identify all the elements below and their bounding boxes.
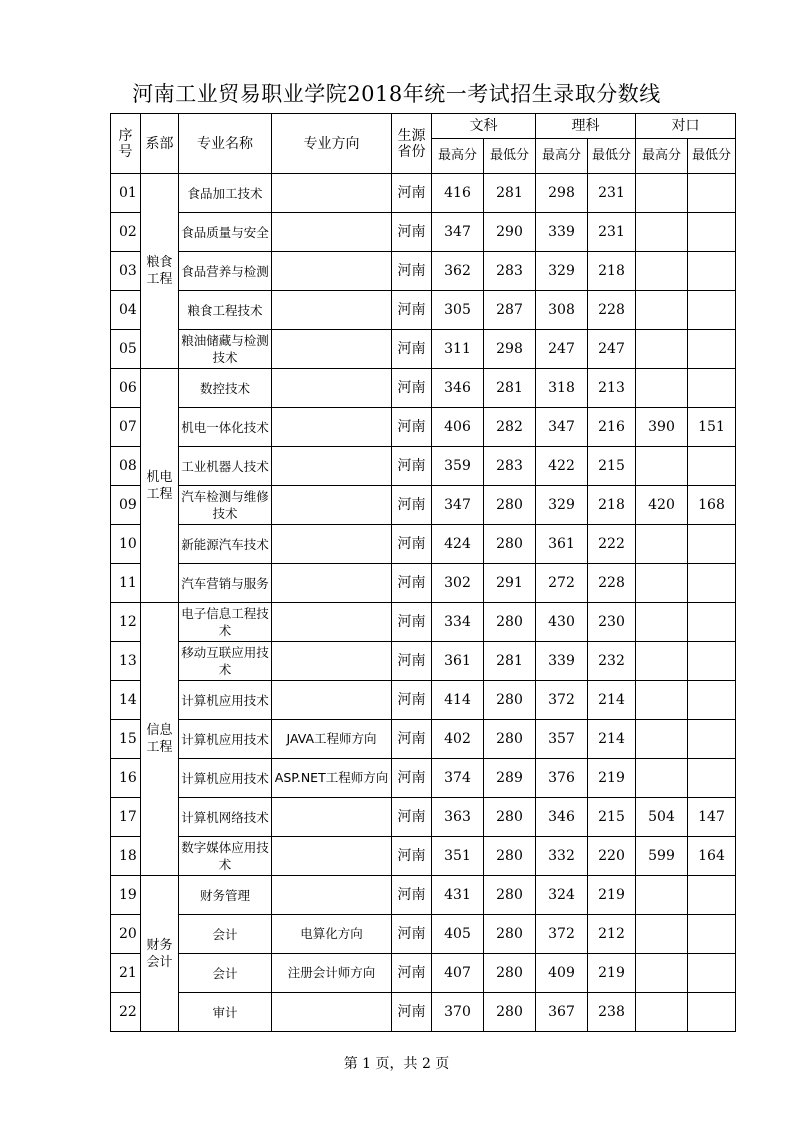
major-name: 移动互联应用技术 [179,642,272,681]
row-seq: 07 [111,408,141,447]
row-seq: 01 [111,174,141,213]
like-min: 228 [588,291,636,330]
table-row [111,252,736,291]
duikou-min: 168 [688,486,736,525]
header-wenke-max: 最高分 [432,139,484,174]
like-min: 238 [588,993,636,1032]
wenke-min: 287 [484,291,536,330]
like-max: 272 [536,564,588,603]
row-seq: 08 [111,447,141,486]
table-row [111,954,736,993]
like-max: 422 [536,447,588,486]
major-name: 粮食工程技术 [179,291,272,330]
duikou-min [688,252,736,291]
like-max: 347 [536,408,588,447]
major-name: 数字媒体应用技术 [179,837,272,876]
province: 河南 [392,564,432,603]
row-seq: 03 [111,252,141,291]
department-cell: 信息工程 [141,603,179,876]
wenke-min: 281 [484,174,536,213]
province: 河南 [392,486,432,525]
major-direction: 电算化方向 [272,915,392,954]
province: 河南 [392,603,432,642]
province: 河南 [392,759,432,798]
like-max: 376 [536,759,588,798]
duikou-min: 164 [688,837,736,876]
table-row [111,564,736,603]
table-row [111,213,736,252]
major-name: 电子信息工程技术 [179,603,272,642]
wenke-min: 289 [484,759,536,798]
wenke-max: 407 [432,954,484,993]
like-max: 247 [536,330,588,369]
duikou-min [688,954,736,993]
wenke-max: 346 [432,369,484,408]
major-name: 新能源汽车技术 [179,525,272,564]
like-min: 215 [588,447,636,486]
wenke-max: 334 [432,603,484,642]
header-direction: 专业方向 [272,114,392,174]
row-seq: 15 [111,720,141,759]
major-direction [272,642,392,681]
like-max: 308 [536,291,588,330]
duikou-min [688,369,736,408]
header-dept: 系部 [141,114,179,174]
province: 河南 [392,720,432,759]
duikou-min [688,174,736,213]
wenke-max: 359 [432,447,484,486]
province: 河南 [392,954,432,993]
province: 河南 [392,291,432,330]
table-row [111,759,736,798]
table-row [111,798,736,837]
duikou-max: 599 [636,837,688,876]
like-min: 222 [588,525,636,564]
wenke-max: 416 [432,174,484,213]
row-seq: 05 [111,330,141,369]
table-row [111,603,736,642]
like-max: 367 [536,993,588,1032]
header-like: 理科 [536,114,636,139]
header-duikou-min: 最低分 [688,139,736,174]
table-row [111,915,736,954]
duikou-max [636,759,688,798]
wenke-max: 431 [432,876,484,915]
province: 河南 [392,642,432,681]
duikou-min [688,720,736,759]
row-seq: 18 [111,837,141,876]
major-direction [272,447,392,486]
duikou-max: 420 [636,486,688,525]
wenke-max: 402 [432,720,484,759]
table-row [111,837,736,876]
page-title: 河南工业贸易职业学院2018年统一考试招生录取分数线 [132,82,661,106]
table-row [111,330,736,369]
duikou-min [688,603,736,642]
duikou-max [636,720,688,759]
duikou-max [636,330,688,369]
duikou-min: 151 [688,408,736,447]
wenke-min: 280 [484,525,536,564]
duikou-max [636,369,688,408]
major-direction [272,837,392,876]
page-footer: 第 1 页，共 2 页 [343,1056,450,1072]
duikou-min [688,291,736,330]
row-seq: 10 [111,525,141,564]
like-max: 318 [536,369,588,408]
major-direction [272,291,392,330]
wenke-max: 361 [432,642,484,681]
major-name: 食品质量与安全 [179,213,272,252]
table-row [111,408,736,447]
major-name: 粮油储藏与检测技术 [179,330,272,369]
duikou-max [636,174,688,213]
major-name: 数控技术 [179,369,272,408]
like-min: 214 [588,681,636,720]
major-name: 机电一体化技术 [179,408,272,447]
major-name: 计算机应用技术 [179,720,272,759]
major-name: 食品营养与检测 [179,252,272,291]
like-min: 214 [588,720,636,759]
header-duikou: 对口 [636,114,736,139]
province: 河南 [392,213,432,252]
major-direction [272,681,392,720]
wenke-min: 280 [484,681,536,720]
table-body [111,174,736,1032]
major-direction [272,252,392,291]
header-like-max: 最高分 [536,139,588,174]
like-min: 219 [588,954,636,993]
like-min: 219 [588,759,636,798]
table-row [111,486,736,525]
major-name: 计算机应用技术 [179,681,272,720]
wenke-min: 281 [484,369,536,408]
header-duikou-max: 最高分 [636,139,688,174]
header-seq: 序号 [111,114,141,174]
admission-score-table [110,113,736,1032]
department-cell: 机电工程 [141,369,179,603]
like-min: 212 [588,915,636,954]
table-row [111,993,736,1032]
major-direction [272,408,392,447]
duikou-max: 390 [636,408,688,447]
duikou-min [688,876,736,915]
major-direction: JAVA工程师方向 [272,720,392,759]
major-name: 计算机应用技术 [179,759,272,798]
wenke-min: 280 [484,954,536,993]
wenke-max: 362 [432,252,484,291]
province: 河南 [392,447,432,486]
wenke-max: 374 [432,759,484,798]
province: 河南 [392,993,432,1032]
row-seq: 06 [111,369,141,408]
like-min: 219 [588,876,636,915]
major-direction [272,798,392,837]
major-direction [272,525,392,564]
major-name: 工业机器人技术 [179,447,272,486]
duikou-min [688,915,736,954]
like-max: 409 [536,954,588,993]
table-row [111,174,736,213]
wenke-min: 282 [484,408,536,447]
row-seq: 04 [111,291,141,330]
like-max: 329 [536,486,588,525]
major-name: 财务管理 [179,876,272,915]
like-min: 230 [588,603,636,642]
like-max: 298 [536,174,588,213]
row-seq: 21 [111,954,141,993]
row-seq: 12 [111,603,141,642]
province: 河南 [392,330,432,369]
department-cell: 财务会计 [141,876,179,1032]
table-row [111,369,736,408]
wenke-min: 298 [484,330,536,369]
wenke-max: 305 [432,291,484,330]
major-direction [272,603,392,642]
wenke-min: 280 [484,603,536,642]
wenke-max: 414 [432,681,484,720]
wenke-min: 280 [484,876,536,915]
duikou-max [636,252,688,291]
wenke-max: 370 [432,993,484,1032]
header-like-min: 最低分 [588,139,636,174]
province: 河南 [392,876,432,915]
wenke-max: 363 [432,798,484,837]
province: 河南 [392,252,432,291]
department-cell: 粮食工程 [141,174,179,369]
province: 河南 [392,837,432,876]
table-row [111,681,736,720]
row-seq: 17 [111,798,141,837]
duikou-min [688,681,736,720]
like-min: 220 [588,837,636,876]
like-max: 339 [536,642,588,681]
table-row [111,525,736,564]
wenke-max: 347 [432,213,484,252]
like-min: 218 [588,252,636,291]
duikou-min [688,642,736,681]
wenke-max: 424 [432,525,484,564]
major-direction [272,174,392,213]
duikou-min [688,525,736,564]
duikou-max [636,291,688,330]
row-seq: 14 [111,681,141,720]
wenke-max: 347 [432,486,484,525]
row-seq: 13 [111,642,141,681]
row-seq: 11 [111,564,141,603]
row-seq: 16 [111,759,141,798]
duikou-min [688,993,736,1032]
duikou-min [688,447,736,486]
wenke-min: 281 [484,642,536,681]
duikou-max: 504 [636,798,688,837]
like-min: 218 [588,486,636,525]
row-seq: 22 [111,993,141,1032]
province: 河南 [392,681,432,720]
like-min: 228 [588,564,636,603]
duikou-min [688,564,736,603]
major-direction [272,876,392,915]
like-max: 346 [536,798,588,837]
header-major: 专业名称 [179,114,272,174]
duikou-max [636,642,688,681]
wenke-min: 283 [484,252,536,291]
like-max: 324 [536,876,588,915]
wenke-min: 280 [484,915,536,954]
row-seq: 19 [111,876,141,915]
duikou-max [636,213,688,252]
like-max: 430 [536,603,588,642]
major-direction [272,993,392,1032]
wenke-min: 291 [484,564,536,603]
like-max: 372 [536,915,588,954]
wenke-max: 351 [432,837,484,876]
duikou-min [688,330,736,369]
province: 河南 [392,369,432,408]
major-name: 审计 [179,993,272,1032]
duikou-max [636,525,688,564]
major-name: 汽车营销与服务 [179,564,272,603]
like-min: 213 [588,369,636,408]
table-row [111,291,736,330]
like-max: 361 [536,525,588,564]
major-name: 会计 [179,915,272,954]
major-name: 汽车检测与维修技术 [179,486,272,525]
duikou-max [636,993,688,1032]
wenke-max: 311 [432,330,484,369]
like-min: 247 [588,330,636,369]
duikou-max [636,954,688,993]
wenke-min: 280 [484,993,536,1032]
like-min: 231 [588,213,636,252]
duikou-max [636,915,688,954]
row-seq: 09 [111,486,141,525]
duikou-min: 147 [688,798,736,837]
duikou-max [636,681,688,720]
header-wenke-min: 最低分 [484,139,536,174]
duikou-min [688,213,736,252]
table-row [111,642,736,681]
province: 河南 [392,174,432,213]
wenke-min: 280 [484,486,536,525]
wenke-min: 280 [484,837,536,876]
province: 河南 [392,525,432,564]
major-name: 会计 [179,954,272,993]
major-name: 计算机网络技术 [179,798,272,837]
row-seq: 02 [111,213,141,252]
table-row [111,876,736,915]
wenke-max: 405 [432,915,484,954]
like-max: 329 [536,252,588,291]
header-province: 生源省份 [392,114,432,174]
wenke-max: 302 [432,564,484,603]
like-max: 332 [536,837,588,876]
major-direction [272,564,392,603]
wenke-min: 283 [484,447,536,486]
table-row [111,720,736,759]
wenke-min: 280 [484,798,536,837]
major-direction [272,213,392,252]
like-min: 231 [588,174,636,213]
major-name: 食品加工技术 [179,174,272,213]
wenke-min: 290 [484,213,536,252]
row-seq: 20 [111,915,141,954]
table-row [111,447,736,486]
wenke-max: 406 [432,408,484,447]
like-max: 372 [536,681,588,720]
like-min: 232 [588,642,636,681]
major-direction: ASP.NET工程师方向 [272,759,392,798]
duikou-max [636,603,688,642]
major-direction [272,486,392,525]
duikou-max [636,564,688,603]
duikou-max [636,876,688,915]
header-wenke: 文科 [432,114,536,139]
like-min: 215 [588,798,636,837]
like-max: 357 [536,720,588,759]
province: 河南 [392,915,432,954]
like-max: 339 [536,213,588,252]
wenke-min: 280 [484,720,536,759]
duikou-max [636,447,688,486]
major-direction [272,369,392,408]
like-min: 216 [588,408,636,447]
province: 河南 [392,798,432,837]
major-direction [272,330,392,369]
major-direction: 注册会计师方向 [272,954,392,993]
province: 河南 [392,408,432,447]
duikou-min [688,759,736,798]
